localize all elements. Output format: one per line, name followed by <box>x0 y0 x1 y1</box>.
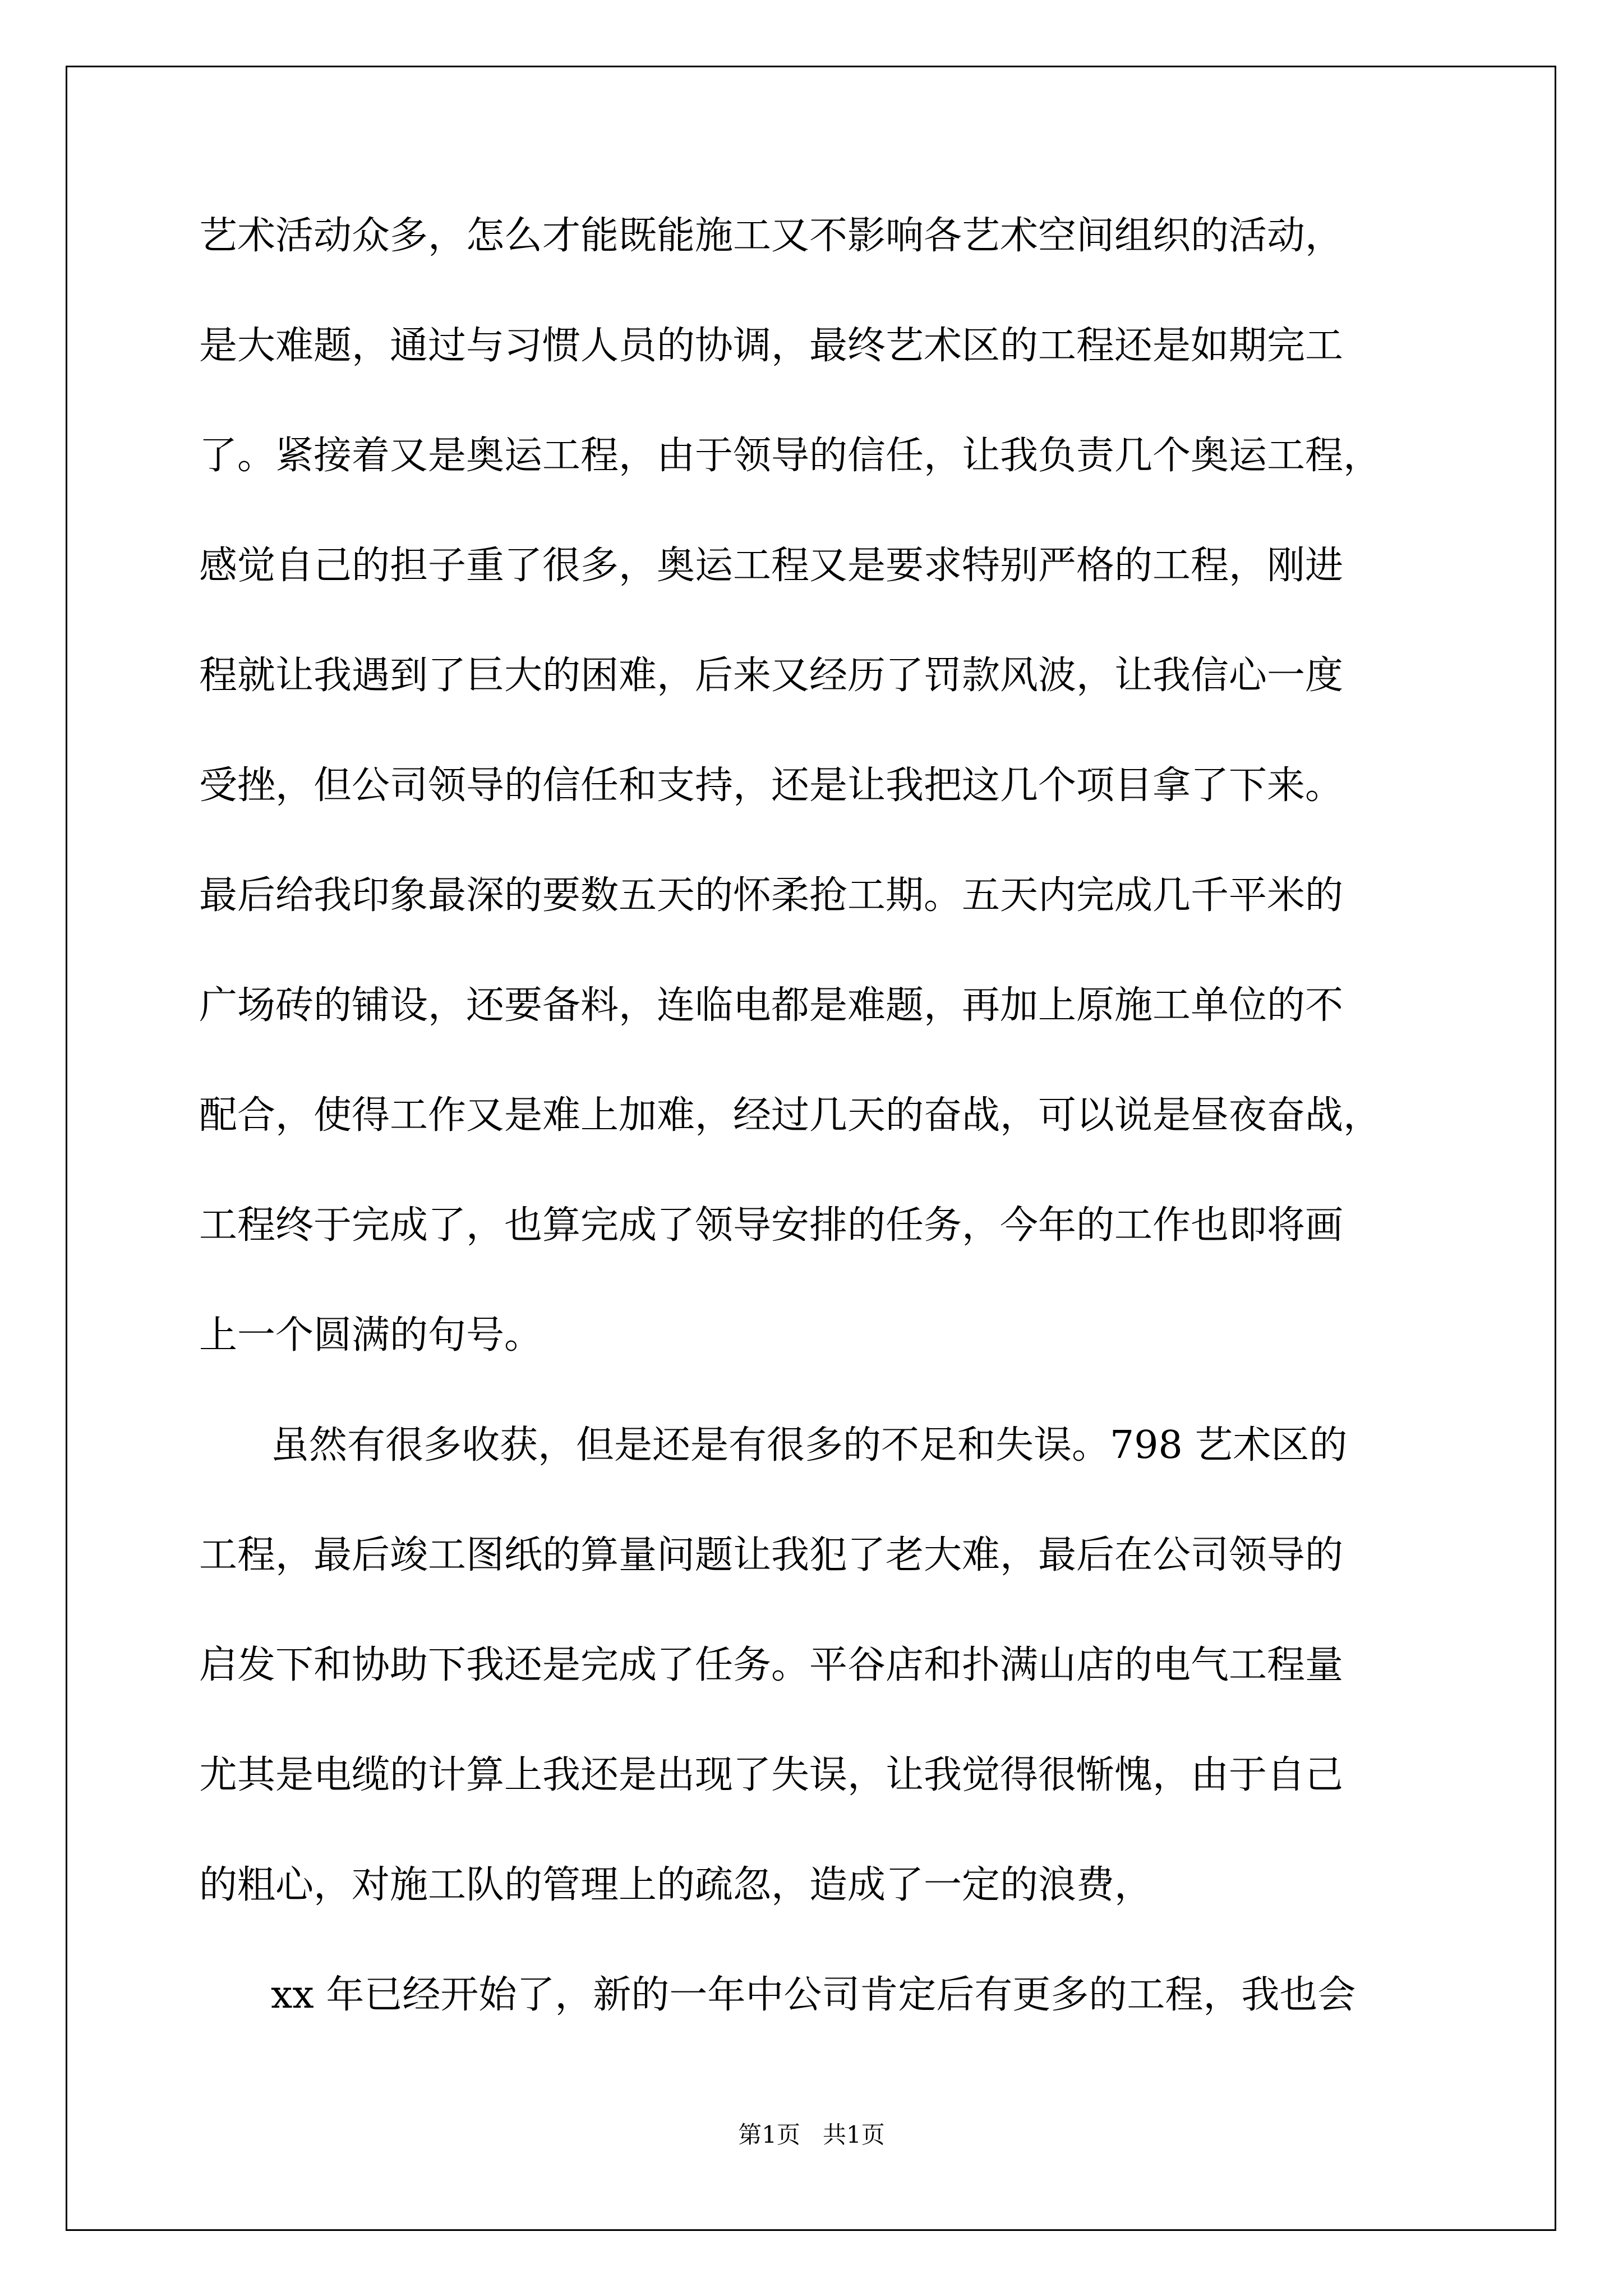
text-line: 感觉自己的担子重了很多，奥运工程又是要求特别严格的工程，刚进 <box>199 544 1344 588</box>
text-line: 程就让我遇到了巨大的困难，后来又经历了罚款风波，让我信心一度 <box>199 654 1344 698</box>
text-line: 尤其是电缆的计算上我还是出现了失误，让我觉得很惭愧，由于自己 <box>199 1753 1344 1797</box>
text-line: 工程，最后竣工图纸的算量问题让我犯了老大难，最后在公司领导的 <box>199 1533 1344 1577</box>
text-line: 最后给我印象最深的要数五天的怀柔抢工期。五天内完成几千平米的 <box>199 873 1344 918</box>
text-line: xx 年已经开始了，新的一年中公司肯定后有更多的工程，我也会 <box>271 1973 1356 2017</box>
text-line: 工程终于完成了，也算完成了领导安排的任务，今年的工作也即将画 <box>199 1203 1344 1248</box>
text-line: 受挫，但公司领导的信任和支持，还是让我把这几个项目拿了下来。 <box>199 763 1344 808</box>
text-line: 启发下和协助下我还是完成了任务。平谷店和扑满山店的电气工程量 <box>199 1643 1344 1687</box>
text-line: 上一个圆满的句号。 <box>199 1313 543 1358</box>
page-footer: 第1页 共1页 <box>738 2121 885 2148</box>
text-line: 是大难题，通过与习惯人员的协调，最终艺术区的工程还是如期完工 <box>199 324 1344 368</box>
text-line: 配合，使得工作又是难上加难，经过几天的奋战，可以说是昼夜奋战， <box>199 1093 1382 1138</box>
text-line: 艺术活动众多，怎么才能既能施工又不影响各艺术空间组织的活动， <box>199 214 1344 258</box>
text-line: 的粗心，对施工队的管理上的疏忽，造成了一定的浪费， <box>199 1863 1153 1907</box>
text-line: 虽然有很多收获，但是还是有很多的不足和失误。798 艺术区的 <box>271 1423 1348 1467</box>
document-body <box>199 205 1433 2074</box>
text-line: 了。紧接着又是奥运工程，由于领导的信任，让我负责几个奥运工程， <box>199 434 1382 478</box>
text-line: 广场砖的铺设，还要备料，连临电都是难题，再加上原施工单位的不 <box>199 983 1344 1028</box>
